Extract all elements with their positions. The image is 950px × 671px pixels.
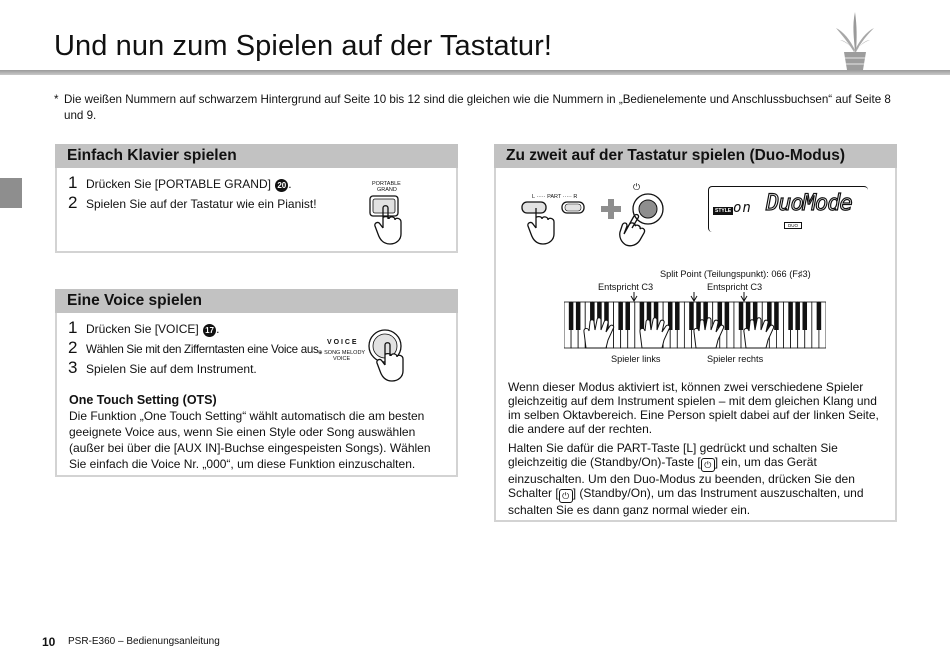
lcd-display	[708, 186, 868, 232]
ots-title: One Touch Setting (OTS)	[69, 393, 217, 407]
part-buttons-icon	[518, 200, 588, 256]
voice-box	[55, 289, 458, 477]
note-star: *	[54, 93, 59, 106]
voice-step-2	[68, 338, 321, 358]
piano-box-header	[55, 144, 458, 168]
black-key	[802, 302, 807, 330]
black-key	[576, 302, 581, 330]
step-text: Wählen Sie mit den Zifferntasten eine Voice aus.	[86, 343, 322, 356]
page-number: 10	[42, 635, 56, 649]
piano-header-text: Einfach Klavier spielen	[67, 147, 237, 164]
duo-box	[494, 144, 897, 522]
c3-right-arrow	[741, 292, 747, 301]
duo-paragraph-1: Wenn dieser Modus aktiviert ist, können zwei verschiedene Spieler gleichzeitig auf dem Instrument spielen – mit dem gleichen Klang und im selben Oktavbereich. Eine Person spielt dabei auf der linken Seite, die andere auf der rechten.	[508, 380, 879, 436]
lcd-duo-indicator: DUO	[784, 222, 802, 229]
black-key	[774, 302, 779, 330]
c3-left-arrow	[631, 292, 637, 301]
step-text: Drücken Sie [VOICE] 17 .	[86, 322, 220, 336]
voice-box-header	[55, 289, 458, 313]
portable-grand-label-2: GRAND	[377, 187, 397, 193]
section-tab	[0, 178, 22, 208]
power-icon: ⏻	[701, 458, 715, 472]
voice-button-icon	[367, 327, 417, 383]
portable-grand-button-icon	[367, 194, 417, 246]
black-key	[625, 302, 630, 330]
piano-step-2	[68, 193, 317, 213]
step-number: 3	[68, 358, 78, 377]
voice-step-1	[68, 318, 219, 338]
duo-header-text: Zu zweit auf der Tastatur spielen (Duo-Modus)	[506, 147, 846, 164]
black-key	[689, 302, 694, 330]
split-point-label: Split Point (Teilungspunkt): 066 (F♯3)	[660, 269, 811, 279]
voice-step-3	[68, 358, 257, 378]
piano-box	[55, 144, 458, 253]
power-button-icon	[614, 190, 676, 252]
player-left-label: Spieler links	[611, 354, 661, 364]
step-number: 1	[68, 318, 78, 337]
black-key	[739, 302, 744, 330]
c3-right-label: Entspricht C3	[707, 282, 763, 292]
song-melody-voice-label: VOICE	[333, 356, 351, 362]
part-label: L ····· PART ····· R	[532, 194, 578, 200]
portable-grand-label-1: PORTABLE	[372, 181, 401, 187]
plant-icon	[832, 8, 878, 72]
keyboard-illustration	[564, 292, 826, 350]
step-number: 2	[68, 193, 78, 212]
black-key	[788, 302, 793, 330]
power-symbol-label: ⏻	[633, 182, 641, 192]
lcd-main-text: DuoMode	[766, 191, 852, 216]
split-point-arrow	[691, 292, 697, 301]
duo-paragraph-2: Halten Sie dafür die PART-Taste [L] gedrückt und schalten Sie gleichzeitig die (Standby/On)-Taste [ ⏻ ] ein, um das Gerät einzuschalten. Um den Duo-Modus zu beenden, drücken Sie den Schalter [ ⏻ ] (Standby/On), um das Instrument auszuschalten, und schalten Sie es dann ganz normal wieder ein.	[508, 441, 864, 517]
note-text: Die weißen Nummern auf schwarzem Hintergrund auf Seite 10 bis 12 sind die gleichen wie die Nummern in „Bedienelemente und Anschlussbuchsen“ auf Seite 8 und 9.	[64, 93, 891, 122]
lcd-on-text: on	[733, 200, 752, 216]
control-number-badge: 20	[275, 179, 288, 192]
black-key	[795, 302, 800, 330]
step-number: 1	[68, 173, 78, 192]
step-text: Spielen Sie auf der Tastatur wie ein Pianist!	[86, 197, 317, 211]
black-key	[640, 302, 645, 330]
ots-body: Die Funktion „One Touch Setting“ wählt automatisch die am besten geeignete Voice aus, wenn Sie einen Style oder Song auswählen (außer bei über die [AUX IN]-Buchse eingespeisten Songs). Wählen Sie einfach die Voice Nr. „000“, um diese Funktion einzuschalten.	[69, 409, 431, 471]
duo-box-header	[494, 144, 897, 168]
title-rule	[0, 70, 950, 75]
black-key	[569, 302, 574, 330]
step-number: 2	[68, 338, 78, 357]
power-icon: ⏻	[559, 489, 573, 503]
c3-left-label: Entspricht C3	[598, 282, 654, 292]
control-number-badge: 17	[203, 324, 216, 337]
black-key	[618, 302, 623, 330]
footer-text: PSR-E360 – Bedienungsanleitung	[68, 636, 220, 647]
voice-label: V O I C E	[327, 339, 357, 346]
voice-header-text: Eine Voice spielen	[67, 292, 202, 309]
note	[54, 92, 894, 124]
page-title: Und nun zum Spielen auf der Tastatur!	[54, 30, 553, 62]
player-right-label: Spieler rechts	[707, 354, 764, 364]
black-key	[675, 302, 680, 330]
step-text: Drücken Sie [PORTABLE GRAND] 20 .	[86, 177, 292, 191]
lcd-style-indicator: STYLE	[715, 208, 732, 214]
step-text: Spielen Sie auf dem Instrument.	[86, 362, 257, 376]
piano-step-1	[68, 173, 292, 193]
song-melody-label: ⊕ SONG MELODY	[318, 350, 366, 356]
black-key	[725, 302, 730, 330]
black-key	[817, 302, 822, 330]
